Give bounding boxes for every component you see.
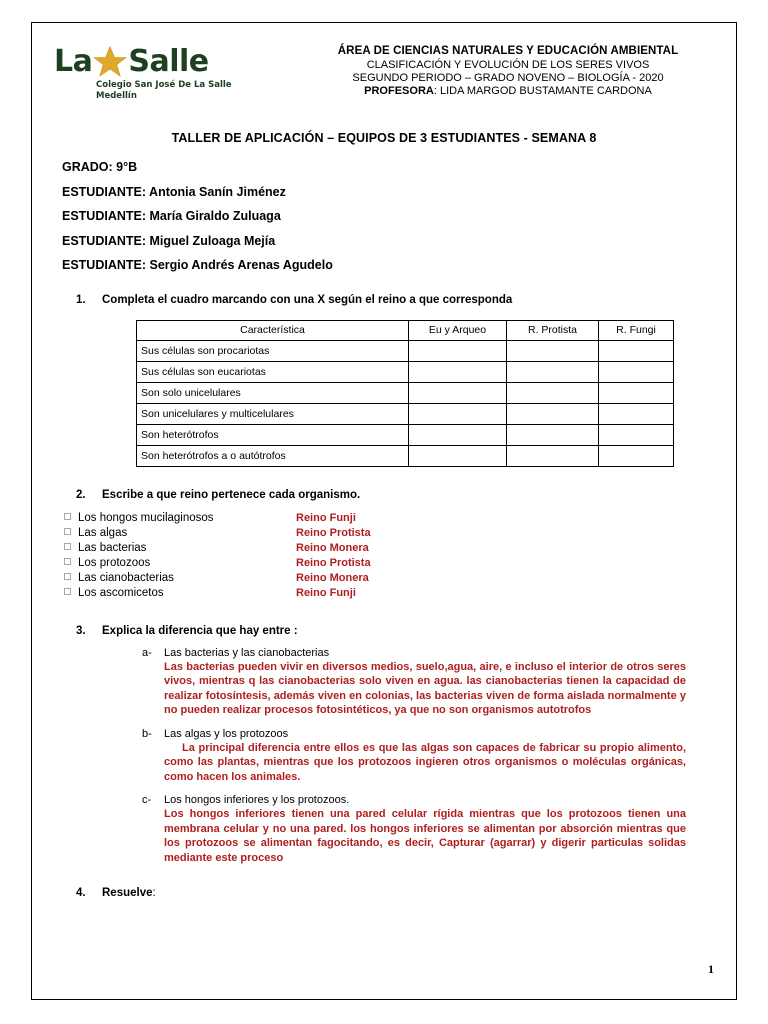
table-header-row: [137, 320, 674, 340]
table-row: [137, 424, 674, 445]
document-header: [54, 39, 714, 109]
header-topic-line: CLASIFICACIÓN Y EVOLUCIÓN DE LOS SERES VIVOS: [366, 58, 650, 71]
student-info-list: [54, 161, 714, 272]
school-logo: [54, 39, 302, 101]
cell-protista[interactable]: [507, 361, 599, 382]
cell-fungi[interactable]: [599, 403, 674, 424]
organism-name: Los protozoos: [78, 556, 151, 569]
cell-characteristic: Son solo unicelulares: [137, 382, 409, 403]
cell-protista[interactable]: [507, 340, 599, 361]
reinos-table: [136, 320, 674, 467]
cell-eu-arqueo[interactable]: [409, 361, 507, 382]
organism-answer: Reino Monera: [296, 541, 369, 554]
cell-fungi[interactable]: [599, 382, 674, 403]
question-4-label: Resuelve: [102, 887, 153, 900]
table-row: [137, 361, 674, 382]
logo-word-salle: Salle: [128, 44, 209, 79]
part-b-prompt: Las algas y los protozoos: [164, 727, 289, 740]
part-c-letter: c-: [142, 794, 152, 807]
part-c-header: [142, 794, 686, 806]
part-b-letter: b-: [142, 727, 152, 740]
cell-eu-arqueo[interactable]: [409, 445, 507, 466]
cell-protista[interactable]: [507, 445, 599, 466]
student-line-1: ESTUDIANTE: Antonia Sanín Jiménez: [62, 184, 286, 199]
table-row: [137, 382, 674, 403]
cell-protista[interactable]: [507, 403, 599, 424]
part-b-answer: La principal diferencia entre ellos es que las algas son capaces de fabricar su propio alimento, como las plantas, mientras que los protozoos ingieren otros organismos o moléculas orgánicas, como hacen los animales.: [164, 741, 686, 783]
grade-line: GRADO: 9°B: [62, 160, 138, 174]
student-line-2: ESTUDIANTE: María Giraldo Zuluaga: [62, 209, 281, 223]
cell-fungi[interactable]: [599, 445, 674, 466]
page-number: 1: [708, 962, 714, 976]
list-item: [64, 558, 714, 573]
question-1: [54, 294, 714, 306]
logo-subtitle: [96, 80, 302, 101]
cell-fungi[interactable]: [599, 361, 674, 382]
page-content: [32, 23, 736, 999]
table-row: [137, 403, 674, 424]
part-a-letter: a-: [142, 646, 152, 659]
checkbox-icon[interactable]: [64, 543, 71, 550]
question-4-suffix: :: [152, 887, 156, 900]
question-4-number: 4.: [76, 887, 86, 900]
question-3-number: 3.: [76, 624, 86, 637]
column-header-fungi: R. Fungi: [599, 320, 674, 340]
header-text-block: [302, 39, 714, 97]
checkbox-icon[interactable]: [64, 513, 71, 520]
organism-answer-list: [54, 513, 714, 603]
cell-characteristic: Sus células son procariotas: [137, 340, 409, 361]
list-item: [64, 528, 714, 543]
teacher-name: : LIDA MARGOD BUSTAMANTE CARDONA: [433, 84, 652, 97]
cell-eu-arqueo[interactable]: [409, 424, 507, 445]
header-area-line: ÁREA DE CIENCIAS NATURALES Y EDUCACIÓN AMBIENTAL: [337, 45, 679, 57]
checkbox-icon[interactable]: [64, 573, 71, 580]
cell-characteristic: Son heterótrofos: [137, 424, 409, 445]
star-icon: [93, 46, 127, 78]
organism-name: Las cianobacterias: [78, 571, 174, 584]
part-b-header: [142, 728, 686, 740]
organism-name: Los ascomicetos: [78, 586, 164, 599]
cell-protista[interactable]: [507, 424, 599, 445]
header-teacher-line: [302, 85, 714, 98]
list-item: [64, 543, 714, 558]
part-c-prompt: Los hongos inferiores y los protozoos.: [164, 794, 350, 807]
cell-eu-arqueo[interactable]: [409, 403, 507, 424]
cell-fungi[interactable]: [599, 340, 674, 361]
checkbox-icon[interactable]: [64, 588, 71, 595]
cell-protista[interactable]: [507, 382, 599, 403]
question-4: [54, 887, 714, 899]
organism-name: Las bacterias: [78, 541, 147, 554]
organism-answer: Reino Funji: [296, 511, 356, 524]
part-a-prompt: Las bacterias y las cianobacterias: [164, 646, 330, 659]
question-1-text: Completa el cuadro marcando con una X según el reino a que corresponda: [102, 293, 513, 306]
table-row: [137, 445, 674, 466]
logo-word-la: La: [54, 44, 93, 79]
student-line-4: ESTUDIANTE: Sergio Andrés Arenas Agudelo: [62, 258, 333, 272]
teacher-label: PROFESORA: [364, 84, 434, 97]
cell-eu-arqueo[interactable]: [409, 382, 507, 403]
organism-name: Los hongos mucilaginosos: [78, 511, 214, 524]
question-4-text: [102, 887, 714, 899]
organism-name: Las algas: [78, 526, 128, 539]
checkbox-icon[interactable]: [64, 528, 71, 535]
question-3-part-c: [54, 794, 714, 865]
question-3-part-b: [54, 728, 714, 785]
organism-answer: Reino Protista: [296, 556, 371, 569]
part-c-answer: Los hongos inferiores tienen una pared celular rígida mientras que los protozoos tienen una membrana celular y no una pared. los hongos inferiores se alimentan por absorción mientras que los protozoos se alimentan fagocitando, es decir, Capturar (agarrar) y digerir particulas solidas mediante este proceso: [164, 808, 686, 864]
column-header-protista: R. Protista: [507, 320, 599, 340]
question-2-number: 2.: [76, 488, 86, 501]
checkbox-icon[interactable]: [64, 558, 71, 565]
question-3: [54, 625, 714, 637]
column-header-eu-arqueo: Eu y Arqueo: [409, 320, 507, 340]
column-header-caracteristica: Característica: [137, 320, 409, 340]
cell-eu-arqueo[interactable]: [409, 340, 507, 361]
cell-fungi[interactable]: [599, 424, 674, 445]
question-2-text: Escribe a que reino pertenece cada organismo.: [102, 488, 361, 501]
logo-subtitle-line1: Colegio San José De La Salle: [96, 80, 232, 90]
cell-characteristic: Son unicelulares y multicelulares: [137, 403, 409, 424]
logo-wordmark: [54, 45, 302, 79]
cell-characteristic: Son heterótrofos a o autótrofos: [137, 445, 409, 466]
reinos-table-wrapper: [54, 320, 714, 467]
page-title: TALLER DE APLICACIÓN – EQUIPOS DE 3 ESTUDIANTES - SEMANA 8: [171, 131, 597, 145]
table-row: [137, 340, 674, 361]
question-3-text: Explica la diferencia que hay entre :: [102, 624, 298, 637]
student-line-3: ESTUDIANTE: Miguel Zuloaga Mejía: [62, 233, 276, 248]
document-page: [31, 22, 737, 1000]
logo-subtitle-line2: Medellín: [96, 90, 137, 101]
question-3-part-a: [54, 647, 714, 718]
question-2: [54, 489, 714, 501]
organism-answer: Reino Funji: [296, 586, 356, 599]
organism-answer: Reino Monera: [296, 571, 369, 584]
part-a-answer: Las bacterias pueden vivir en diversos medios, suelo,agua, aire, e incluso el interior de otros seres vivos, mientras q las cianobacterias solo viven en agua. las cianobacterias tienen la capacidad de realizar fotosíntesis, además viven en colonias, las bacterias viven de forma aislada normalmente y no pueden realizar procesos fotosintéticos, ya que no son organismos autotrofos: [164, 660, 686, 717]
part-a-header: [142, 647, 686, 659]
list-item: [64, 588, 714, 603]
list-item: [64, 513, 714, 528]
header-period-line: SEGUNDO PERIODO – GRADO NOVENO – BIOLOGÍA - 2020: [352, 71, 664, 84]
list-item: [64, 573, 714, 588]
organism-answer: Reino Protista: [296, 526, 371, 539]
cell-characteristic: Sus células son eucariotas: [137, 361, 409, 382]
question-1-number: 1.: [76, 293, 86, 306]
